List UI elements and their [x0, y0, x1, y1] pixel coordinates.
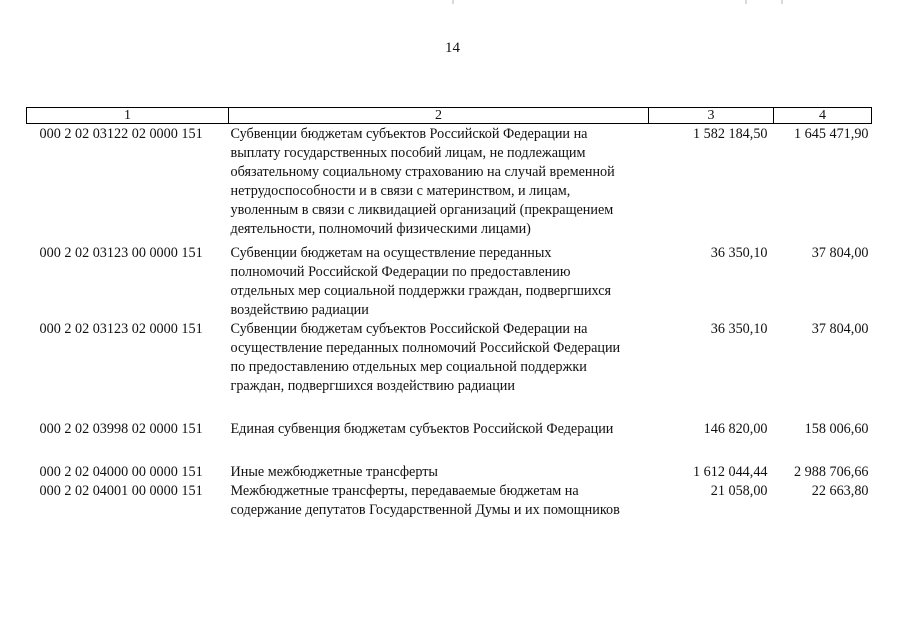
- row-value-4: 2 988 706,66: [794, 464, 869, 480]
- row-value-3: 1 582 184,50: [693, 126, 768, 142]
- table-row: [27, 239, 872, 320]
- table-row: [27, 439, 872, 482]
- row-value-3: 146 820,00: [703, 421, 768, 437]
- table-row: [27, 124, 872, 240]
- row-value-4: 22 663,80: [811, 483, 869, 499]
- row-value-4: 37 804,00: [811, 245, 869, 261]
- row-code: 000 2 02 03122 02 0000 151: [39, 126, 203, 142]
- row-value-3: 36 350,10: [710, 321, 768, 337]
- row-code: 000 2 02 04000 00 0000 151: [39, 464, 203, 480]
- row-name: Субвенции бюджетам субъектов Российской Федерации на осуществление переданных полномочий Российской Федерации по предоставлению отдельных мер социальной поддержки граждан, подвергшихся воздействию радиации: [230, 321, 621, 394]
- row-name: Иные межбюджетные трансферты: [230, 464, 438, 480]
- row-name: Субвенции бюджетам на осуществление переданных полномочий Российской Федерации по предоставлению отдельных мер социальной поддержки граждан, подвергшихся воздействию радиации: [230, 245, 612, 318]
- row-value-3: 36 350,10: [710, 245, 768, 261]
- row-code: 000 2 02 03998 02 0000 151: [39, 421, 203, 437]
- column-header-name: 2: [229, 108, 649, 124]
- table-row: [27, 396, 872, 439]
- scan-mark: [452, 0, 454, 4]
- row-name: Единая субвенция бюджетам субъектов Российской Федерации: [230, 421, 614, 437]
- row-value-3: 1 612 044,44: [693, 464, 768, 480]
- column-header-value-3: 3: [649, 108, 774, 124]
- row-value-4: 158 006,60: [804, 421, 869, 437]
- column-header-value-4: 4: [774, 108, 872, 124]
- row-code: 000 2 02 04001 00 0000 151: [39, 483, 203, 499]
- column-header-code: 1: [27, 108, 229, 124]
- table-row: [27, 320, 872, 396]
- row-name: Субвенции бюджетам субъектов Российской Федерации на выплату государственных пособий лицам, не подлежащим обязательному социальному страхованию на случай временной нетрудоспособности и в связи с материнством, и лицам, уволенным в связи с ликвидацией организаций (прекращением деятельности, полномочий физическими лицами): [230, 126, 615, 237]
- scan-mark: [745, 0, 747, 4]
- row-value-4: 1 645 471,90: [794, 126, 869, 142]
- row-code: 000 2 02 03123 02 0000 151: [39, 321, 203, 337]
- table-row: [27, 482, 872, 520]
- table-header-row: [27, 108, 872, 124]
- row-value-3: 21 058,00: [710, 483, 768, 499]
- scan-mark: [781, 0, 783, 4]
- row-value-4: 37 804,00: [811, 321, 869, 337]
- row-code: 000 2 02 03123 00 0000 151: [39, 245, 203, 261]
- row-name: Межбюджетные трансферты, передаваемые бюджетам на содержание депутатов Государственной Думы и их помощников: [230, 483, 620, 518]
- page-number: 14: [445, 40, 460, 56]
- budget-table: [26, 107, 872, 520]
